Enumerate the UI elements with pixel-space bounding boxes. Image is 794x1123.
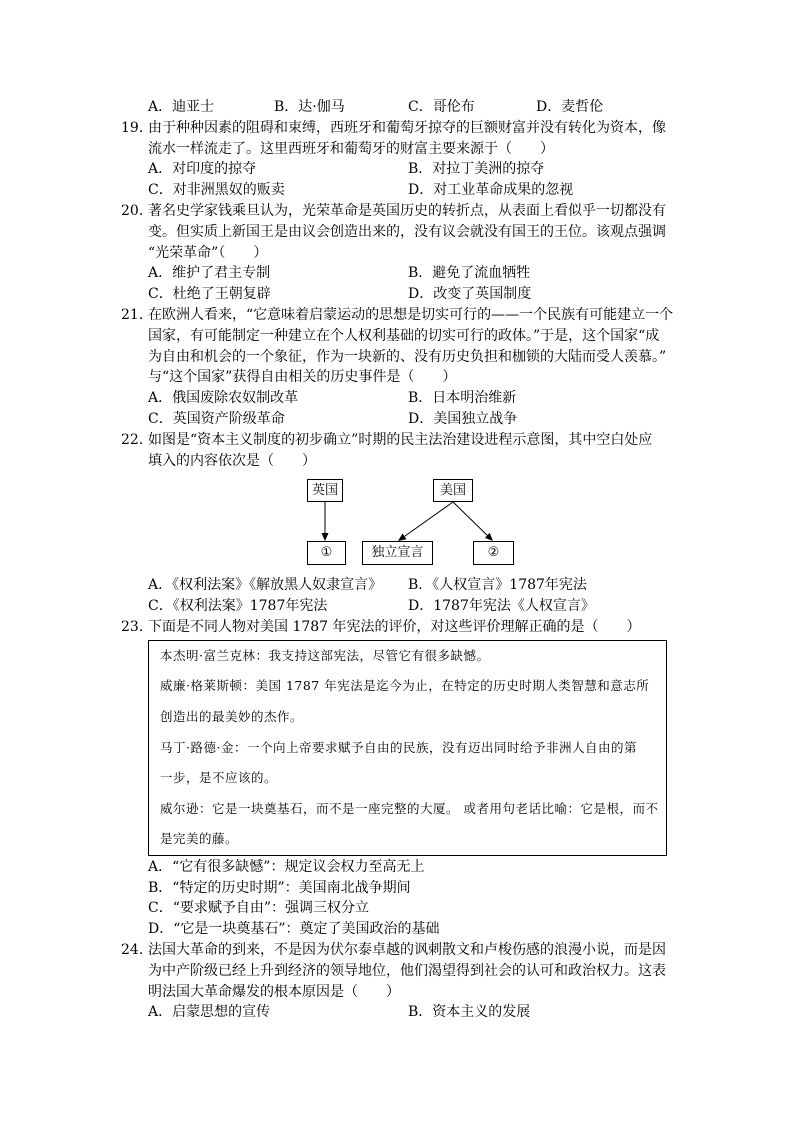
question-number: 23． xyxy=(121,618,153,635)
option-label: D． xyxy=(408,182,434,199)
options-row xyxy=(121,1002,681,1023)
box-declaration: 独立宣言 xyxy=(362,541,433,565)
stem-text: 流水一样流走了。这里西班牙和葡萄牙的财富主要来源于（ ） xyxy=(148,140,554,157)
question-24 xyxy=(121,940,681,1023)
stem-text: 明法国大革命爆发的根本原因是（ ） xyxy=(148,983,400,1000)
q21-option-c xyxy=(148,409,285,430)
q21-option-a xyxy=(148,388,298,409)
option-text: 避免了流血牺牲 xyxy=(432,265,531,282)
quote-line: 一步，是不应该的。 xyxy=(160,770,278,786)
options-row xyxy=(121,180,681,201)
q22-option-a xyxy=(148,575,382,596)
q20-option-a xyxy=(148,263,270,284)
option-text: 麦哲伦 xyxy=(561,99,604,115)
option-label: C． xyxy=(148,410,173,427)
quotes-box xyxy=(148,640,667,856)
option-label: B． xyxy=(408,1004,433,1021)
q18-option-d xyxy=(536,97,603,118)
stem-line xyxy=(121,367,681,388)
stem-line xyxy=(121,430,681,451)
option-text: “它是一块奠基石”：奠定了美国政治的基础 xyxy=(173,921,440,938)
option-text: 启蒙思想的宣传 xyxy=(172,1004,271,1021)
q18-option-b xyxy=(274,97,345,118)
option-text: “它有很多缺憾”：规定议会权力至高无上 xyxy=(172,858,425,875)
arrow-usa-to-declaration xyxy=(405,502,454,536)
option-label: B． xyxy=(408,390,433,407)
stem-line xyxy=(121,940,681,961)
stem-line xyxy=(121,118,681,139)
quote-line: 创造出的最美妙的杰作。 xyxy=(160,708,304,724)
question-number: 22． xyxy=(121,431,153,448)
q23-option-c xyxy=(148,898,369,919)
q22-option-d xyxy=(408,596,595,617)
q24-option-a xyxy=(148,1002,270,1023)
option-label: B． xyxy=(274,99,299,115)
q23-option-a xyxy=(148,857,424,878)
option-label: C． xyxy=(148,900,173,917)
options-row xyxy=(121,596,681,617)
question-19 xyxy=(121,118,681,201)
option-text: 迪亚士 xyxy=(172,99,215,115)
options-row xyxy=(121,388,681,409)
option-label: A． xyxy=(148,1004,173,1021)
option-text: 《权利法案》《解放黑人奴隶宣言》 xyxy=(172,577,383,594)
stem-text: 与“这个国家”获得自由相关的历史事件是（ ） xyxy=(148,369,457,386)
stem-line xyxy=(121,326,681,347)
option-label: A． xyxy=(148,99,173,115)
question-number: 20． xyxy=(121,202,153,219)
option-text: 美国独立战争 xyxy=(433,410,518,427)
quote-line: 威尔逊：它是一块奠基石，而不是一座完整的大厦。 或者用句老话比喻：它是根，而不 xyxy=(160,800,659,816)
option-text: 维护了君主专制 xyxy=(172,265,271,282)
q23-option-d xyxy=(148,919,440,940)
question-20 xyxy=(121,201,681,305)
option-text: 杜绝了王朝复辟 xyxy=(172,286,271,303)
option-label: B． xyxy=(408,577,433,594)
quote-line: 是完美的藤。 xyxy=(160,831,239,847)
question-number: 24． xyxy=(121,941,153,958)
options-row xyxy=(121,409,681,430)
options-row xyxy=(121,263,681,284)
arrowhead-icon xyxy=(398,534,407,542)
q20-option-c xyxy=(148,284,271,305)
stem-text: “光荣革命”（ ） xyxy=(148,244,268,261)
option-label: B． xyxy=(408,161,433,178)
option-label: A． xyxy=(148,390,173,407)
options-row xyxy=(121,284,681,305)
option-label: A． xyxy=(148,577,173,594)
option-text: 达·伽马 xyxy=(298,99,345,115)
options-row xyxy=(121,878,681,899)
option-label: C． xyxy=(148,598,173,615)
option-text: 英国资产阶级革命 xyxy=(172,410,285,427)
stem-line xyxy=(121,243,681,264)
q19-option-c xyxy=(148,180,285,201)
option-label: A． xyxy=(148,858,173,875)
box-britain: 英国 xyxy=(307,479,343,502)
q21-option-b xyxy=(408,388,516,409)
q19-option-d xyxy=(408,180,573,201)
option-label: D． xyxy=(408,286,434,303)
q21-option-d xyxy=(408,409,517,430)
option-text: 对拉丁美洲的掠夺 xyxy=(432,161,545,178)
options-row xyxy=(121,898,681,919)
arrowhead-icon xyxy=(322,533,329,541)
stem-text: 填入的内容依次是（ ） xyxy=(148,452,316,469)
q18-options-row xyxy=(121,97,681,118)
stem-text: 国家，有可能制定一种建立在个人权利基础的切实可行的政体。”于是，这个国家“成 xyxy=(148,327,660,344)
option-text: 1787年宪法《人权宣言》 xyxy=(433,598,595,615)
option-text: 哥伦布 xyxy=(432,99,475,115)
stem-line xyxy=(121,201,681,222)
option-label: D． xyxy=(536,99,562,115)
stem-text: 为自由和机会的一个象征，作为一块新的、没有历史负担和枷锁的大陆而受人羡慕。” xyxy=(148,348,667,365)
option-text: 改变了英国制度 xyxy=(433,286,532,303)
q19-option-b xyxy=(408,159,544,180)
q22-option-c xyxy=(148,596,327,617)
q19-option-a xyxy=(148,159,256,180)
option-label: A． xyxy=(148,265,173,282)
option-label: B． xyxy=(408,265,433,282)
arrow-usa-to-blank2 xyxy=(453,502,487,535)
option-text: 对工业革命成果的忽视 xyxy=(433,182,574,199)
q18-option-a xyxy=(148,97,214,118)
stem-text: 在欧洲人看来，“它意味着启蒙运动的思想是切实可行的——一个民族有可能建立一个 xyxy=(148,306,674,323)
stem-line xyxy=(121,451,681,472)
q20-option-b xyxy=(408,263,530,284)
option-text: 《人权宣言》1787年宪法 xyxy=(432,577,587,594)
option-label: D． xyxy=(148,921,174,938)
options-row xyxy=(121,919,681,940)
stem-line xyxy=(121,347,681,368)
options-row xyxy=(121,857,681,878)
box-blank-2: ② xyxy=(473,541,514,565)
stem-text: 如图是“资本主义制度的初步确立”时期的民主法治建设进程示意图，其中空白处应 xyxy=(148,431,653,448)
option-label: C． xyxy=(148,182,173,199)
q20-option-d xyxy=(408,284,531,305)
stem-line xyxy=(121,617,681,638)
stem-line xyxy=(121,305,681,326)
question-number: 21． xyxy=(121,306,153,323)
box-blank-1: ① xyxy=(307,541,346,565)
stem-text: 为中产阶级已经上升到经济的领导地位，他们渴望得到社会的认可和政治权力。这表 xyxy=(148,962,666,979)
question-23 xyxy=(121,617,681,940)
stem-line xyxy=(121,982,681,1003)
stem-text: 法国大革命的到来，不是因为伏尔泰卓越的讽刺散文和卢梭伤感的浪漫小说，而是因 xyxy=(148,941,666,958)
stem-line xyxy=(121,961,681,982)
option-text: 日本明治维新 xyxy=(432,390,517,407)
stem-text: 变。但实质上新国王是由议会创造出来的，没有议会就没有国王的王位。该观点强调 xyxy=(148,223,666,240)
options-row xyxy=(121,575,681,596)
option-text: “要求赋予自由”：强调三权分立 xyxy=(172,900,370,917)
q24-option-b xyxy=(408,1002,530,1023)
quote-line: 本杰明·富兰克林：我支持这部宪法，尽管它有很多缺憾。 xyxy=(160,647,490,663)
quote-line: 威廉·格莱斯顿：美国 1787 年宪法是迄今为止，在特定的历史时期人类智慧和意志所 xyxy=(160,678,650,694)
question-22 xyxy=(121,430,681,617)
question-number: 19． xyxy=(121,119,153,136)
progress-diagram xyxy=(121,471,681,575)
options-row xyxy=(121,159,681,180)
option-label: C． xyxy=(148,286,173,303)
box-usa: 美国 xyxy=(433,479,473,502)
q18-option-c xyxy=(408,97,475,118)
option-label: B． xyxy=(148,879,173,896)
option-text: 俄国废除农奴制改革 xyxy=(172,390,299,407)
question-list xyxy=(121,97,681,1023)
quote-line: 马丁·路德·金：一个向上帝要求赋予自由的民族，没有迈出同时给予非洲人自由的第 xyxy=(160,739,637,755)
option-label: A． xyxy=(148,161,173,178)
stem-text: 由于种种因素的阻碍和束缚，西班牙和葡萄牙掠夺的巨额财富并没有转化为资本，像 xyxy=(148,119,666,136)
question-21 xyxy=(121,305,681,430)
option-text: 对印度的掠夺 xyxy=(172,161,257,178)
option-label: D． xyxy=(408,410,434,427)
stem-line xyxy=(121,222,681,243)
q23-option-b xyxy=(148,878,411,899)
option-label: D． xyxy=(408,598,434,615)
option-text: 对非洲黑奴的贩卖 xyxy=(172,182,285,199)
stem-line xyxy=(121,139,681,160)
option-text: 《权利法案》1787年宪法 xyxy=(172,598,328,615)
option-label: C． xyxy=(408,99,433,115)
option-text: 资本主义的发展 xyxy=(432,1004,531,1021)
stem-text: 下面是不同人物对美国 1787 年宪法的评价，对这些评价理解正确的是（ ） xyxy=(148,618,641,635)
option-text: “特定的历史时期”：美国南北战争期间 xyxy=(172,879,411,896)
q22-option-b xyxy=(408,575,587,596)
stem-text: 著名史学家钱乘旦认为，光荣革命是英国历史的转折点，从表面上看似乎一切都没有 xyxy=(148,202,666,219)
